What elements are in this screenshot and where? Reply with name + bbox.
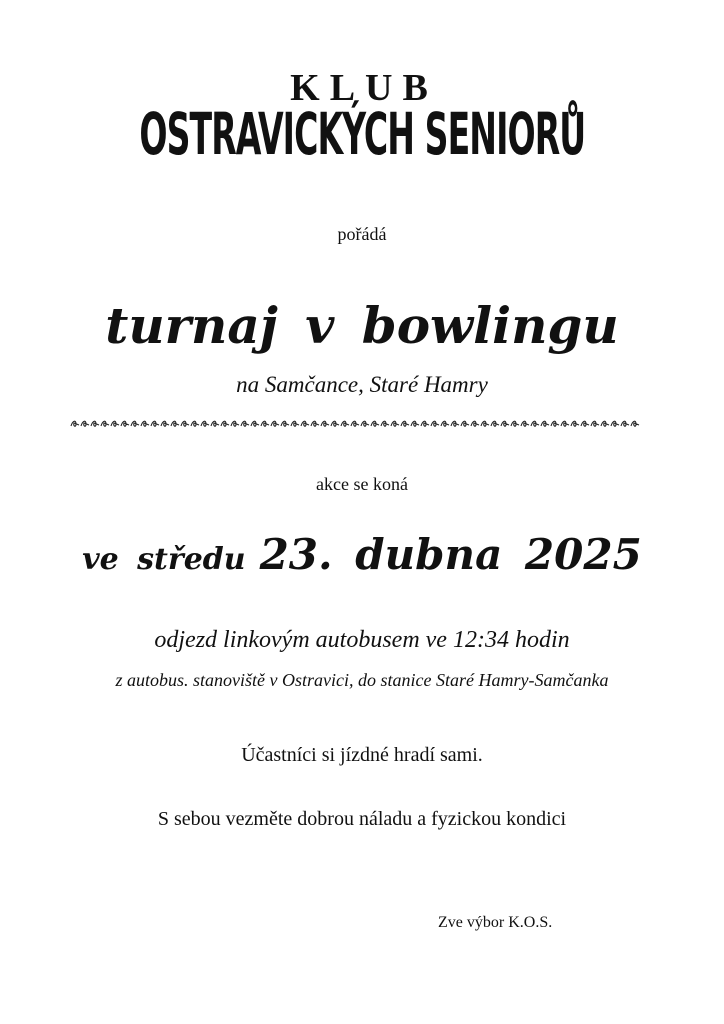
schedule-intro: akce se koná	[316, 474, 408, 494]
divider-motif	[141, 421, 149, 426]
divider-motif	[391, 421, 399, 426]
event-date-value: 23. dubna 2025	[259, 530, 642, 579]
divider-motif	[151, 421, 159, 426]
divider-motif	[621, 421, 629, 426]
divider-motif	[481, 421, 489, 426]
divider-motif	[241, 421, 249, 426]
divider-motif	[261, 421, 269, 426]
organizes-text: pořádá	[337, 224, 387, 244]
divider-motif	[101, 421, 109, 426]
divider-motif	[401, 421, 409, 426]
event-venue: na Samčance, Staré Hamry	[236, 372, 488, 397]
divider-motif	[581, 421, 589, 426]
divider-motif	[211, 421, 219, 426]
divider-motif	[91, 421, 99, 426]
fare-note: Účastníci si jízdné hradí sami.	[241, 744, 483, 766]
divider-motif	[631, 421, 639, 426]
divider-motif	[561, 421, 569, 426]
divider-motif	[471, 421, 479, 426]
divider-motif	[361, 421, 369, 426]
divider-motif	[171, 421, 179, 426]
divider-motif	[451, 421, 459, 426]
divider-motif	[551, 421, 559, 426]
divider-motif	[221, 421, 229, 426]
divider-motif	[301, 421, 309, 426]
divider-motif	[231, 421, 239, 426]
divider-motif	[131, 421, 139, 426]
divider-motif	[601, 421, 609, 426]
divider-motif	[321, 421, 329, 426]
invitation-signature: Zve výbor K.O.S.	[438, 914, 553, 931]
club-label: KLUB	[290, 67, 438, 109]
route-info: z autobus. stanoviště v Ostravici, do stanice Staré Hamry-Samčanka	[115, 670, 609, 690]
divider-motif	[71, 421, 79, 426]
divider-motif	[281, 421, 289, 426]
divider-motif	[331, 421, 339, 426]
divider-motif	[591, 421, 599, 426]
event-title: turnaj v bowlingu	[105, 296, 619, 355]
divider-motif	[191, 421, 199, 426]
divider-motif	[271, 421, 279, 426]
divider-motif	[441, 421, 449, 426]
divider-motif	[291, 421, 299, 426]
divider-motif	[531, 421, 539, 426]
divider-motif	[501, 421, 509, 426]
bring-note: S sebou vezměte dobrou náladu a fyzickou kondici	[157, 808, 567, 830]
divider-motif	[81, 421, 89, 426]
divider-motif	[371, 421, 379, 426]
divider-motif	[511, 421, 519, 426]
divider-motif	[381, 421, 389, 426]
club-name-text: OSTRAVICKÝCH SENIORŮ	[139, 101, 585, 169]
divider-motif	[461, 421, 469, 426]
divider-motif	[431, 421, 439, 426]
divider-motif	[161, 421, 169, 426]
event-weekday: ve středu	[82, 542, 246, 577]
divider-motif	[521, 421, 529, 426]
divider-motif	[201, 421, 209, 426]
event-date	[0, 530, 724, 579]
divider-motif	[541, 421, 549, 426]
ornamental-divider-icon	[70, 417, 648, 431]
divider-motif	[111, 421, 119, 426]
divider-motif	[311, 421, 319, 426]
divider-motif	[421, 421, 429, 426]
divider-motif	[611, 421, 619, 426]
divider-motif	[411, 421, 419, 426]
departure-info: odjezd linkovým autobusem ve 12:34 hodin	[154, 627, 570, 653]
divider-motif	[571, 421, 579, 426]
club-name	[0, 101, 724, 169]
divider-motif	[181, 421, 189, 426]
divider-motif	[351, 421, 359, 426]
divider-motif	[341, 421, 349, 426]
divider-motif	[251, 421, 259, 426]
divider-motif	[491, 421, 499, 426]
divider-motif	[121, 421, 129, 426]
